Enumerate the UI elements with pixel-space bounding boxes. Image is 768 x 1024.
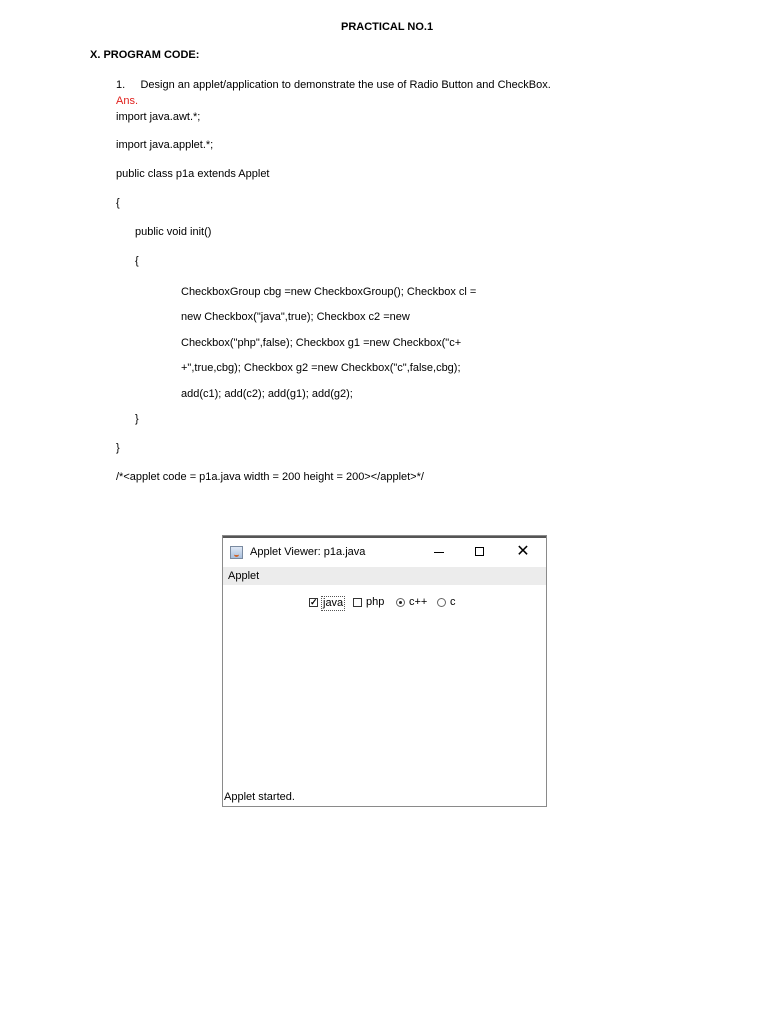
status-bar: Applet started. — [224, 791, 295, 803]
code-line: public void init() — [135, 226, 212, 238]
radio-cpp-label[interactable]: c++ — [409, 596, 428, 608]
code-line: } — [116, 442, 120, 454]
checkbox-java-label[interactable]: java — [323, 597, 344, 609]
radio-c[interactable] — [437, 598, 446, 607]
code-line: } — [135, 413, 139, 425]
code-line: /*<applet code = p1a.java width = 200 height = 200></applet>*/ — [116, 471, 424, 483]
code-line: { — [135, 255, 139, 267]
close-button[interactable]: ✕ — [516, 543, 530, 560]
menu-applet[interactable]: Applet — [228, 570, 260, 582]
title-bar[interactable] — [223, 538, 546, 566]
code-line: public class p1a extends Applet — [116, 168, 270, 180]
applet-viewer-window — [222, 535, 547, 807]
minimize-button[interactable] — [428, 542, 450, 562]
maximize-button[interactable] — [469, 542, 491, 562]
question-text: 1. Design an applet/application to demonstrate the use of Radio Button and CheckBox. — [116, 79, 551, 91]
code-line: Checkbox("php",false); Checkbox g1 =new Checkbox("c+ — [181, 337, 462, 349]
code-line: +",true,cbg); Checkbox g2 =new Checkbox("c",false,cbg); — [181, 362, 461, 374]
code-line: add(c1); add(c2); add(g1); add(g2); — [181, 388, 353, 400]
radio-cpp[interactable] — [396, 598, 405, 607]
code-line: { — [116, 197, 120, 209]
checkbox-php-label[interactable]: php — [366, 596, 385, 608]
checkbox-php[interactable] — [353, 598, 362, 607]
radio-c-label[interactable]: c — [450, 596, 456, 608]
menu-bar — [223, 567, 546, 585]
java-icon — [230, 546, 243, 559]
code-line: CheckboxGroup cbg =new CheckboxGroup(); Checkbox cl = — [181, 286, 477, 298]
page-title: PRACTICAL NO.1 — [341, 21, 434, 33]
code-line: import java.awt.*; — [116, 111, 201, 123]
code-line: import java.applet.*; — [116, 139, 214, 151]
answer-label: Ans. — [116, 95, 139, 107]
code-line: new Checkbox("java",true); Checkbox c2 =new — [181, 311, 410, 323]
checkbox-java[interactable]: ✓ — [310, 597, 318, 607]
section-heading: X. PROGRAM CODE: — [90, 49, 200, 61]
window-title: Applet Viewer: p1a.java — [250, 546, 366, 558]
